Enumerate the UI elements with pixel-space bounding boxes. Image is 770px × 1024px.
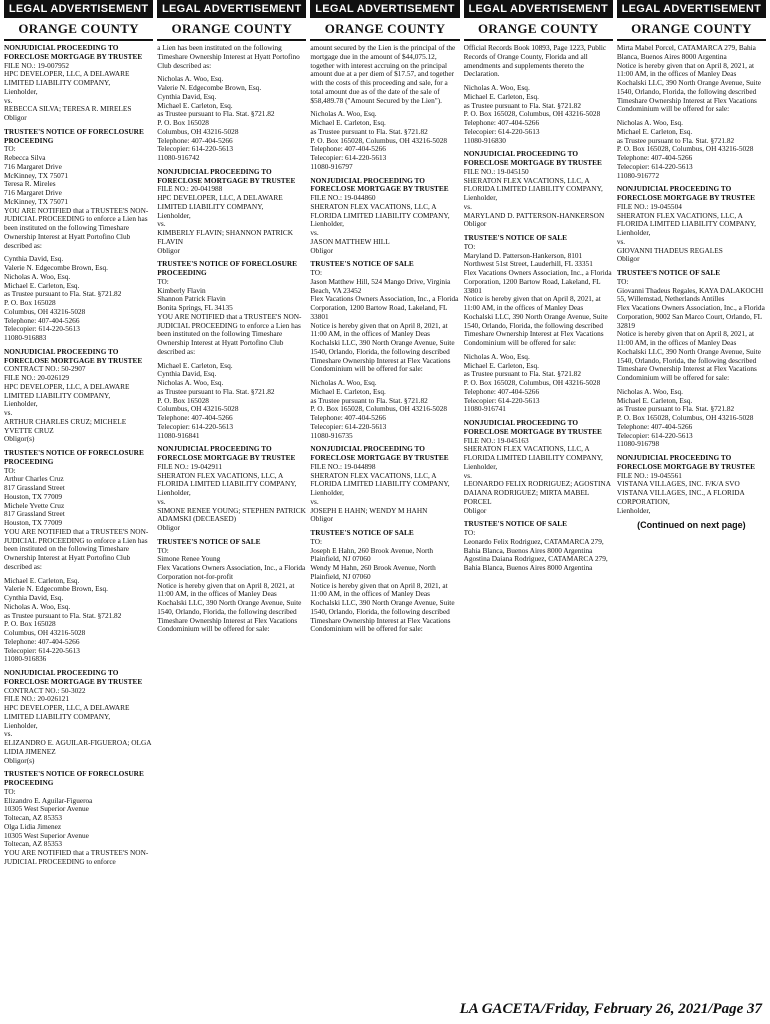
notice-line: Telecopier: 614-220-5613	[463, 395, 540, 405]
legal-notice	[4, 449, 153, 572]
notice-line: 11080-916735	[310, 430, 353, 440]
notice-line: vs.	[463, 201, 472, 211]
notice-line: Notice is hereby given that on April 8, 2021, at 11:00 AM, in the offices of Manley Deas Kochalski LLC, 390 North Orange Avenue, Suite 1540, Orlando, Florida, the following described Timeshare Ownership Interest at Flex Vacations Condominium will be offered for sale:	[310, 320, 455, 374]
county-heading: ORANGE COUNTY	[617, 18, 766, 41]
notice-line: 11080-916836	[4, 654, 47, 664]
column-4	[464, 0, 613, 1000]
page-columns	[4, 0, 766, 1000]
legal-notice	[464, 353, 613, 414]
notice-line: Columbus, OH 43216-5028	[4, 628, 86, 637]
notice-line: TO:	[463, 241, 476, 251]
notice-line: vs.	[4, 408, 13, 417]
notice-line: TO:	[310, 268, 323, 277]
notice-line: Michael E. Carleton, Esq.	[616, 395, 693, 405]
notices-list	[310, 44, 459, 634]
notice-line: Cynthia David, Esq.	[157, 91, 217, 101]
notice-line: Rebecca Silva	[4, 153, 46, 162]
notice-line: SHERATON FLEX VACATIONS, LLC, A FLORIDA LIMITED LIABILITY COMPANY,	[310, 201, 450, 220]
notice-line: SIMONE RENEE YOUNG; STEPHEN PATRICK ADAMSKI (DECEASED)	[157, 505, 306, 524]
notice-line: 10305 West Superior Avenue	[4, 830, 89, 840]
notice-line: Lienholder,	[616, 505, 651, 515]
notice-line: Nicholas A. Woo, Esq.	[463, 351, 530, 361]
notice-line: 11080-916841	[157, 430, 200, 440]
notice-line: P. O. Box 165028, Columbus, OH 43216-5028	[463, 109, 601, 119]
legal-notice	[464, 150, 613, 229]
notice-line: FILE NO.: 19-042911	[157, 461, 222, 471]
notice-heading: TRUSTEE'S NOTICE OF SALE	[463, 519, 567, 529]
notice-line: Cynthia David, Esq.	[4, 254, 64, 264]
county-heading: ORANGE COUNTY	[310, 18, 459, 41]
notice-line: Michael E. Carleton, Esq.	[310, 118, 386, 127]
notice-heading: TRUSTEE'S NOTICE OF FORECLOSURE PROCEEDING	[4, 769, 144, 787]
notice-line: Olga Lidia Jimenez	[4, 821, 62, 831]
notice-line: FILE NO.: 19-007952	[4, 60, 70, 70]
notice-line: Lienholder,	[310, 488, 344, 497]
notice-line: Telephone: 407-404-5266	[616, 153, 693, 162]
legal-notice	[157, 260, 306, 356]
notice-heading: NONJUDICIAL PROCEEDING TO FORECLOSE MORTGAGE BY TRUSTEE	[310, 444, 449, 462]
notice-heading: NONJUDICIAL PROCEEDING TO FORECLOSE MORTGAGE BY TRUSTEE	[4, 668, 143, 686]
notice-heading: NONJUDICIAL PROCEEDING TO FORECLOSE MORTGAGE BY TRUSTEE	[157, 166, 296, 185]
legal-notice	[4, 770, 153, 866]
legal-advertisement-banner: LEGAL ADVERTISEMENT	[617, 0, 766, 18]
notice-line: Houston, TX 77009	[4, 518, 63, 527]
notice-heading: TRUSTEE'S NOTICE OF FORECLOSURE PROCEEDING	[4, 448, 144, 466]
notice-line: FILE NO.: 20-026121	[4, 694, 70, 704]
notice-line: Obligor(s)	[4, 434, 35, 444]
notice-line: Michele Yvette Cruz	[4, 500, 65, 510]
notice-line: Telecopier: 614-220-5613	[157, 421, 234, 431]
legal-notice	[310, 177, 459, 256]
notice-line: Toltecan, AZ 85353	[4, 839, 63, 849]
notice-line: P. O. Box 165028, Columbus, OH 43216-5028	[616, 413, 754, 422]
continued-note: (Continued on next page)	[637, 520, 746, 531]
notice-line: CONTRACT NO.: 50-2907	[4, 364, 86, 374]
notice-line: TO:	[157, 545, 169, 555]
legal-notice	[464, 44, 613, 79]
notice-line: Notice is hereby given that on April 8, 2021, at 11:00 AM, in the offices of Manley Deas Kochalski LLC, 390 North Orange Avenue, Suite 1540, Orlando, Florida, the following described Timeshare Ownership Interest at Flex Vacations Condominium will be offered for sale:	[616, 60, 761, 114]
notice-line: TO:	[4, 786, 16, 796]
county-heading: ORANGE COUNTY	[464, 18, 613, 41]
notices-list	[157, 44, 306, 634]
notice-line: Michael E. Carleton, Esq.	[463, 360, 539, 370]
legal-notice	[464, 84, 613, 145]
notice-heading: NONJUDICIAL PROCEEDING TO FORECLOSE MORTGAGE BY TRUSTEE	[4, 346, 143, 365]
notice-line: Lienholder,	[157, 210, 191, 220]
notice-line: SHERATON FLEX VACATIONS, LLC, A FLORIDA LIMITED LIABILITY COMPANY,	[463, 444, 603, 462]
notice-line: YOU ARE NOTIFIED that a TRUSTEE'S NON-JUDICIAL PROCEEDING to enforce	[4, 848, 149, 866]
notice-heading: TRUSTEE'S NOTICE OF SALE	[616, 268, 721, 277]
notice-heading: NONJUDICIAL PROCEEDING TO FORECLOSE MORTGAGE BY TRUSTEE	[463, 149, 602, 167]
legal-notice	[310, 529, 459, 634]
notice-line: HPC DEVELOPER, LLC, A DELAWARE LIMITED LIABILITY COMPANY,	[4, 703, 130, 721]
notice-line: Nicholas A. Woo, Esq.	[616, 386, 683, 396]
notice-line: Telecopier: 614-220-5613	[4, 645, 80, 655]
notice-line: as Trustee pursuant to Fla. Stat. §721.82	[463, 369, 581, 379]
notice-line: HPC DEVELOPER, LLC, A DELAWARE LIMITED LIABILITY COMPANY,	[4, 381, 130, 400]
notice-line: JOSEPH E HAHN; WENDY M HAHN	[310, 505, 428, 515]
notice-line: 11080-916883	[4, 333, 47, 342]
notice-line: Columbus, OH 43216-5028	[157, 404, 239, 414]
notice-line: TO:	[4, 465, 16, 475]
notice-line: Notice is hereby given that on April 8, 2021, at 11:00 AM, in the offices of Manley Deas Kochalski LLC, 390 North Orange Avenue, Suite 1540, Orlando, Florida, the following described Timeshare Ownership Interest at Flex Vacations Condominium will be offered for sale:	[616, 329, 761, 382]
notice-line: as Trustee pursuant to Fla. Stat. §721.82	[616, 404, 735, 414]
notice-line: as Trustee pursuant to Fla. Stat. §721.82	[4, 289, 122, 299]
legal-notice	[617, 119, 766, 180]
notice-line: Simone Renee Young	[157, 554, 221, 564]
notice-line: YOU ARE NOTIFIED that a TRUSTEE'S NON-JUDICIAL PROCEEDING to enforce a Lien has been instituted on the following Timeshare Ownership Interest at Hyatt Portofino Club described as:	[157, 311, 302, 356]
notice-line: 817 Grassland Street	[4, 483, 65, 492]
notice-line: Maryland D. Patterson-Hankerson, 8101 Northwest 51st Street, Lauderhill, FL 33351	[463, 250, 593, 269]
notice-line: P. O. Box 165028, Columbus, OH 43216-5028	[310, 404, 448, 414]
notice-line: SHERATON FLEX VACATIONS, LLC, A FLORIDA LIMITED LIABILITY COMPANY,	[310, 470, 450, 489]
notice-line: Jason Matthew Hill, 524 Mango Drive, Virginia Beach, VA 23452	[310, 276, 451, 295]
notice-line: Lienholder,	[310, 219, 344, 229]
legal-notice	[4, 255, 153, 343]
notice-line: ARTHUR CHARLES CRUZ; MICHELE YVETTE CRUZ	[4, 416, 127, 435]
notice-line: Michael E. Carleton, Esq.	[4, 575, 80, 585]
legal-notice	[310, 44, 459, 105]
notice-line: MARYLAND D. PATTERSON-HANKERSON	[463, 210, 605, 220]
notice-line: Michael E. Carleton, Esq.	[310, 386, 386, 396]
notice-line: HPC DEVELOPER, LLC, A DELAWARE LIMITED LIABILITY COMPANY,	[157, 193, 283, 211]
notice-line: Obligor	[157, 523, 180, 532]
notice-line: Lienholder,	[157, 488, 191, 497]
notice-heading: TRUSTEE'S NOTICE OF FORECLOSURE PROCEEDING	[4, 126, 144, 145]
notice-line: Agostina Daiana Rodriguez, CATAMARCA 279, Bahia Blanca, Buenos Aires 8000 Argentina	[463, 554, 608, 572]
notice-line: vs.	[310, 496, 319, 506]
notice-heading: TRUSTEE'S NOTICE OF FORECLOSURE PROCEEDING	[157, 259, 298, 277]
notice-line: Telephone: 407-404-5266	[4, 636, 80, 646]
notice-line: Kimberly Flavin	[157, 285, 206, 295]
notice-line: FILE NO.: 19-044860	[310, 193, 376, 202]
notice-line: Notice is hereby given that on April 8, 2021, at 11:00 AM, in the offices of Manley Deas Kochalski LLC, 390 North Orange Avenue, Suite 1540, Orlando, Florida, the following described Timeshare Ownership Interest at Flex Vacations Condominium will be offered for sale:	[463, 294, 608, 347]
notices-list	[4, 44, 153, 867]
legal-notice	[157, 44, 306, 70]
notice-heading: TRUSTEE'S NOTICE OF SALE	[310, 528, 414, 537]
notice-line: Columbus, OH 43216-5028	[4, 306, 86, 316]
notice-line: 11080-916797	[310, 161, 353, 171]
notice-line: P. O. Box 165028	[157, 395, 209, 405]
notice-line: FILE NO.: 19-045561	[616, 470, 682, 480]
column-2	[157, 0, 306, 1000]
legal-notice	[157, 538, 306, 634]
legal-advertisement-banner: LEGAL ADVERTISEMENT	[157, 0, 306, 18]
notice-line: 10305 West Superior Avenue	[4, 804, 89, 814]
notice-line: Notice is hereby given that on April 8, 2021, at 11:00 AM, in the offices of Manley Deas Kochalski LLC, 390 North Orange Avenue, Suite 1540, Orlando, Florida, the following described Timeshare Ownership Interest at Flex Vacations Condominium will be offered for sale:	[310, 580, 455, 634]
notice-line: Telephone: 407-404-5266	[157, 413, 233, 422]
notice-line: HPC DEVELOPER, LLC, A DELAWARE LIMITED LIABILITY COMPANY,	[4, 69, 130, 87]
notice-line: Lienholder,	[4, 720, 38, 730]
notice-line: Columbus, OH 43216-5028	[157, 126, 239, 136]
notice-line: as Trustee pursuant to Fla. Stat. §721.82	[4, 610, 122, 620]
notice-line: TO:	[157, 276, 169, 286]
notice-line: KIMBERLY FLAVIN; SHANNON PATRICK FLAVIN	[157, 228, 294, 246]
notice-line: Giovanni Thadeus Regales, KAYA DALAKOCHI 55, Willemstad, Netherlands Antilles	[616, 285, 764, 304]
notice-line: TO:	[310, 536, 323, 546]
legal-notice	[617, 269, 766, 383]
legal-notice	[157, 168, 306, 256]
notice-line: vs.	[4, 95, 13, 105]
notice-line: vs.	[310, 228, 319, 237]
notice-line: Flex Vacations Owners Association, Inc., a Florida Corporation, 1200 Bartow Road, Lakeland, FL 33801	[463, 268, 612, 295]
legal-advertisement-banner: LEGAL ADVERTISEMENT	[310, 0, 459, 18]
notice-line: P. O. Box 165028, Columbus, OH 43216-5028	[616, 144, 754, 154]
legal-notice	[4, 669, 153, 765]
notice-heading: TRUSTEE'S NOTICE OF SALE	[310, 259, 414, 269]
notice-line: GIOVANNI THADEUS REGALES	[616, 245, 723, 255]
notice-line: Obligor	[463, 505, 487, 515]
notice-line: JASON MATTHEW HILL	[310, 236, 390, 246]
notice-line: Flex Vacations Owners Association, Inc., a Florida Corporation, 9002 San Marco Court, Orlando, FL 32819	[616, 303, 765, 330]
notice-line: Lienholder,	[463, 461, 498, 471]
notice-line: 716 Margaret Drive	[4, 161, 62, 171]
notice-line: SHERATON FLEX VACATIONS, LLC, A FLORIDA LIMITED LIABILITY COMPANY,	[616, 210, 756, 229]
notice-line: 11080-916741	[463, 404, 506, 414]
notice-line: Nicholas A. Woo, Esq.	[463, 83, 530, 92]
notice-line: Telecopier: 614-220-5613	[310, 153, 387, 162]
notice-heading: NONJUDICIAL PROCEEDING TO FORECLOSE MORTGAGE BY TRUSTEE	[616, 453, 756, 471]
notice-line: FILE NO.: 19-045504	[616, 201, 682, 211]
notice-line: Obligor	[157, 245, 180, 255]
notice-line: SHERATON FLEX VACATIONS, LLC, A FLORIDA LIMITED LIABILITY COMPANY,	[157, 470, 297, 489]
notice-line: Michael E. Carleton, Esq.	[157, 100, 233, 110]
notice-line: McKinney, TX 75071	[4, 170, 69, 180]
county-heading: ORANGE COUNTY	[4, 18, 153, 41]
column-1	[4, 0, 153, 1000]
notice-line: Nicholas A. Woo, Esq.	[310, 109, 377, 119]
notice-line: as Trustee pursuant to Fla. Stat. §721.82	[157, 109, 275, 119]
notice-line: Telecopier: 614-220-5613	[616, 161, 693, 171]
legal-notice	[464, 234, 613, 348]
notice-heading: TRUSTEE'S NOTICE OF SALE	[463, 233, 567, 242]
notice-line: Telephone: 407-404-5266	[463, 386, 540, 396]
notice-line: Telephone: 407-404-5266	[157, 135, 233, 145]
notice-line: FILE NO.: 20-041988	[157, 184, 223, 194]
notice-line: Obligor	[310, 245, 334, 255]
notice-line: P. O. Box 165028	[157, 118, 209, 127]
notice-line: Cynthia David, Esq.	[4, 593, 64, 602]
notice-line: SHERATON FLEX VACATIONS, LLC, A FLORIDA LIMITED LIABILITY COMPANY,	[463, 175, 603, 194]
notice-line: Telephone: 407-404-5266	[310, 144, 386, 154]
notice-line: REBECCA SILVA; TERESA R. MIRELES	[4, 104, 132, 114]
notice-line: 11080-916772	[616, 170, 660, 180]
notice-line: Lienholder,	[616, 228, 651, 237]
notice-line: Obligor	[616, 254, 640, 264]
legal-notice	[310, 260, 459, 374]
notice-line: amount secured by the Lien is the principal of the mortgage due in the amount of $44,075.12, together with interest accruing on the principal amount due at a per diem of $17.57, and together with the costs of this proceeding and sale, for a total amount due as of the date of the sale of $58,489.78 ("Amount Secured by the Lien").	[310, 43, 456, 105]
notice-line: Telephone: 407-404-5266	[463, 118, 540, 127]
notice-line: YOU ARE NOTIFIED that a TRUSTEE'S NON-JUDICIAL PROCEEDING to enforce a Lien has been instituted on the following Timeshare Ownership Interest at Hyatt Portofino Club described as:	[4, 526, 149, 571]
notice-line: Houston, TX 77009	[4, 491, 63, 501]
notice-line: Arthur Charles Cruz	[4, 474, 64, 484]
notice-line: Lienholder,	[4, 399, 38, 409]
notice-line: vs.	[463, 470, 472, 480]
notice-line: FILE NO.: 19-045150	[463, 166, 529, 176]
notice-heading: NONJUDICIAL PROCEEDING TO FORECLOSE MORTGAGE BY TRUSTEE	[4, 43, 143, 61]
notice-line: Valerie N. Edgecombe Brown, Esq.	[4, 584, 108, 594]
notice-line: Michael E. Carleton, Esq.	[616, 126, 693, 136]
legal-notice	[157, 75, 306, 163]
notice-heading: NONJUDICIAL PROCEEDING TO FORECLOSE MORTGAGE BY TRUSTEE	[310, 175, 449, 194]
notice-line: Telephone: 407-404-5266	[4, 315, 80, 325]
notice-line: FILE NO.: 19-045163	[463, 435, 529, 445]
notice-line: Obligor	[463, 219, 487, 229]
notice-line: vs.	[157, 219, 166, 229]
column-5	[617, 0, 766, 1000]
notice-line: a Lien has been instituted on the following Timeshare Ownership Interest at Hyatt Portofino Club described as:	[157, 43, 300, 70]
legal-notice	[4, 577, 153, 665]
notice-line: as Trustee pursuant to Fla. Stat. §721.82	[463, 100, 581, 110]
notice-line: YOU ARE NOTIFIED that a TRUSTEE'S NON-JUDICIAL PROCEEDING to enforce a Lien has been instituted on the following Timeshare Ownership Interest at Hyatt Portofino Club described as:	[4, 205, 149, 250]
legal-notice	[617, 185, 766, 264]
notice-line: LEONARDO FELIX RODRIGUEZ; AGOSTINA DAIANA RODRIGUEZ; MIRTA MABEL PORCEL	[463, 479, 611, 506]
legal-notice	[157, 445, 306, 533]
notice-line: Obligor(s)	[4, 755, 35, 765]
notice-heading: TRUSTEE'S NOTICE OF SALE	[157, 536, 261, 546]
legal-notice	[617, 44, 766, 114]
legal-notice	[310, 110, 459, 171]
legal-notice	[4, 128, 153, 251]
notice-line: Telephone: 407-404-5266	[616, 421, 693, 431]
legal-notice	[617, 454, 766, 515]
legal-advertisement-banner: LEGAL ADVERTISEMENT	[4, 0, 153, 18]
notice-line: Notice is hereby given that on April 8, 2021, at 11:00 AM, in the offices of Manley Deas Kochalski LLC, 390 North Orange Avenue, Suite 1540, Orlando, Florida, the following described Timeshare Ownership Interest at Flex Vacations Condominium will be offered for sale:	[157, 580, 302, 634]
notice-line: Telecopier: 614-220-5613	[310, 421, 387, 431]
legal-notice	[310, 445, 459, 524]
notice-line: 11080-916830	[463, 135, 506, 145]
notice-line: TO:	[463, 528, 476, 537]
notices-list	[617, 44, 766, 515]
notice-heading: NONJUDICIAL PROCEEDING TO FORECLOSE MORTGAGE BY TRUSTEE	[463, 418, 602, 436]
notice-line: Flex Vacations Owners Association, Inc., a Florida Corporation, 1200 Bartow Road, Lakeland, FL 33801	[310, 294, 459, 321]
notice-line: Leonardo Felix Rodriguez, CATAMARCA 279, Bahia Blanca, Buenos Aires 8000 Argentina	[463, 536, 604, 555]
notice-line: Telecopier: 614-220-5613	[463, 126, 540, 136]
notice-line: Shannon Patrick Flavin	[157, 294, 226, 304]
notice-heading: NONJUDICIAL PROCEEDING TO FORECLOSE MORTGAGE BY TRUSTEE	[157, 444, 296, 462]
notice-line: Wendy M Hahn, 260 Brook Avenue, North Plainfield, NJ 07060	[310, 563, 436, 581]
notice-line: P. O. Box 165028	[4, 298, 56, 307]
notice-line: Nicholas A. Woo, Esq.	[4, 601, 71, 611]
notices-list	[464, 44, 613, 573]
notice-line: Obligor	[4, 113, 27, 122]
legal-advertisement-banner: LEGAL ADVERTISEMENT	[464, 0, 613, 18]
notice-line: Telecopier: 614-220-5613	[157, 144, 234, 154]
notice-line: Nicholas A. Woo, Esq.	[616, 118, 683, 127]
notice-line: Telecopier: 614-220-5613	[4, 324, 80, 334]
notice-line: Nicholas A. Woo, Esq.	[157, 74, 224, 84]
notice-line: P. O. Box 165028, Columbus, OH 43216-5028	[463, 378, 601, 387]
legal-notice	[464, 520, 613, 573]
notice-line: Obligor	[310, 514, 334, 524]
notice-line: ELIZANDRO E. AGUILAR-FIGUEROA; OLGA LIDIA JIMENEZ	[4, 738, 152, 756]
notice-line: Michael E. Carleton, Esq.	[157, 360, 233, 370]
notice-line: Michael E. Carleton, Esq.	[463, 91, 539, 101]
notice-line: Elizandro E. Aguilar-Figueroa	[4, 795, 93, 805]
notice-line: as Trustee pursuant to Fla. Stat. §721.82	[310, 395, 428, 405]
legal-notice	[464, 419, 613, 515]
notice-line: 11080-916742	[157, 153, 200, 162]
notice-line: vs.	[616, 236, 626, 246]
notice-line: Valerie N. Edgecombe Brown, Esq.	[4, 263, 108, 272]
notice-line: Bonita Springs, FL 34135	[157, 303, 233, 312]
legal-notice	[157, 362, 306, 441]
notice-line: Nicholas A. Woo, Esq.	[4, 271, 71, 281]
notice-line: McKinney, TX 75071	[4, 196, 69, 206]
notice-line: Michael E. Carleton, Esq.	[4, 280, 80, 290]
notice-line: Flex Vacations Owners Association, Inc., a Florida Corporation not-for-profit	[157, 563, 306, 581]
notice-line: as Trustee pursuant to Fla. Stat. §721.82	[157, 386, 275, 396]
notice-line: Teresa R. Mireles	[4, 179, 56, 189]
notice-line: CONTRACT NO.: 50-3022	[4, 685, 86, 695]
notice-line: Toltecan, AZ 85353	[4, 813, 63, 822]
notice-line: FILE NO.: 19-044898	[310, 461, 376, 471]
notice-line: Telephone: 407-404-5266	[310, 413, 386, 422]
notice-line: 11080-916798	[616, 439, 660, 449]
notice-line: vs.	[4, 729, 13, 739]
legal-notice	[617, 388, 766, 449]
notice-line: Lienholder,	[4, 86, 38, 96]
notice-line: Official Records Book 10893, Page 1223, Public Records of Orange County, Florida and all amendments and supplements thereto the Declaration.	[463, 43, 607, 79]
column-3	[310, 0, 459, 1000]
notice-heading: NONJUDICIAL PROCEEDING TO FORECLOSE MORTGAGE BY TRUSTEE	[616, 184, 756, 202]
notice-line: 716 Margaret Drive	[4, 188, 62, 197]
notice-line: Nicholas A. Woo, Esq.	[310, 378, 377, 387]
notice-line: Cynthia David, Esq.	[157, 369, 217, 379]
notice-line: VISTANA VILLAGES, INC. F/K/A SVO VISTANA VILLAGES, INC., A FLORIDA CORPORATION,	[616, 479, 745, 506]
notice-line: TO:	[4, 144, 16, 154]
notice-line: as Trustee pursuant to Fla. Stat. §721.82	[310, 126, 428, 136]
legal-notice	[310, 379, 459, 440]
notice-line: TO:	[616, 276, 629, 286]
notice-line: Mirta Mabel Porcel, CATAMARCA 279, Bahia Blanca, Buenos Aires 8000 Argentina	[616, 43, 756, 61]
legal-notice	[4, 348, 153, 444]
notice-line: FILE NO.: 20-026129	[4, 373, 70, 382]
notice-line: Valerie N. Edgecombe Brown, Esq.	[157, 83, 262, 92]
notice-line: Nicholas A. Woo, Esq.	[157, 378, 224, 387]
notice-line: P. O. Box 165028	[4, 619, 56, 629]
page-footer: LA GACETA/Friday, February 26, 2021/Page 37	[459, 1001, 762, 1017]
notice-line: P. O. Box 165028, Columbus, OH 43216-5028	[310, 135, 448, 145]
notice-line: as Trustee pursuant to Fla. Stat. §721.82	[616, 135, 735, 145]
notice-line: Joseph E Hahn, 260 Brook Avenue, North Plainfield, NJ 07060	[310, 545, 434, 564]
notice-line: 817 Grassland Street	[4, 509, 65, 519]
notice-line: vs.	[157, 496, 166, 506]
notice-line: Lienholder,	[463, 193, 498, 202]
notice-line: Telecopier: 614-220-5613	[616, 430, 693, 440]
county-heading: ORANGE COUNTY	[157, 18, 306, 41]
legal-notice	[4, 44, 153, 123]
